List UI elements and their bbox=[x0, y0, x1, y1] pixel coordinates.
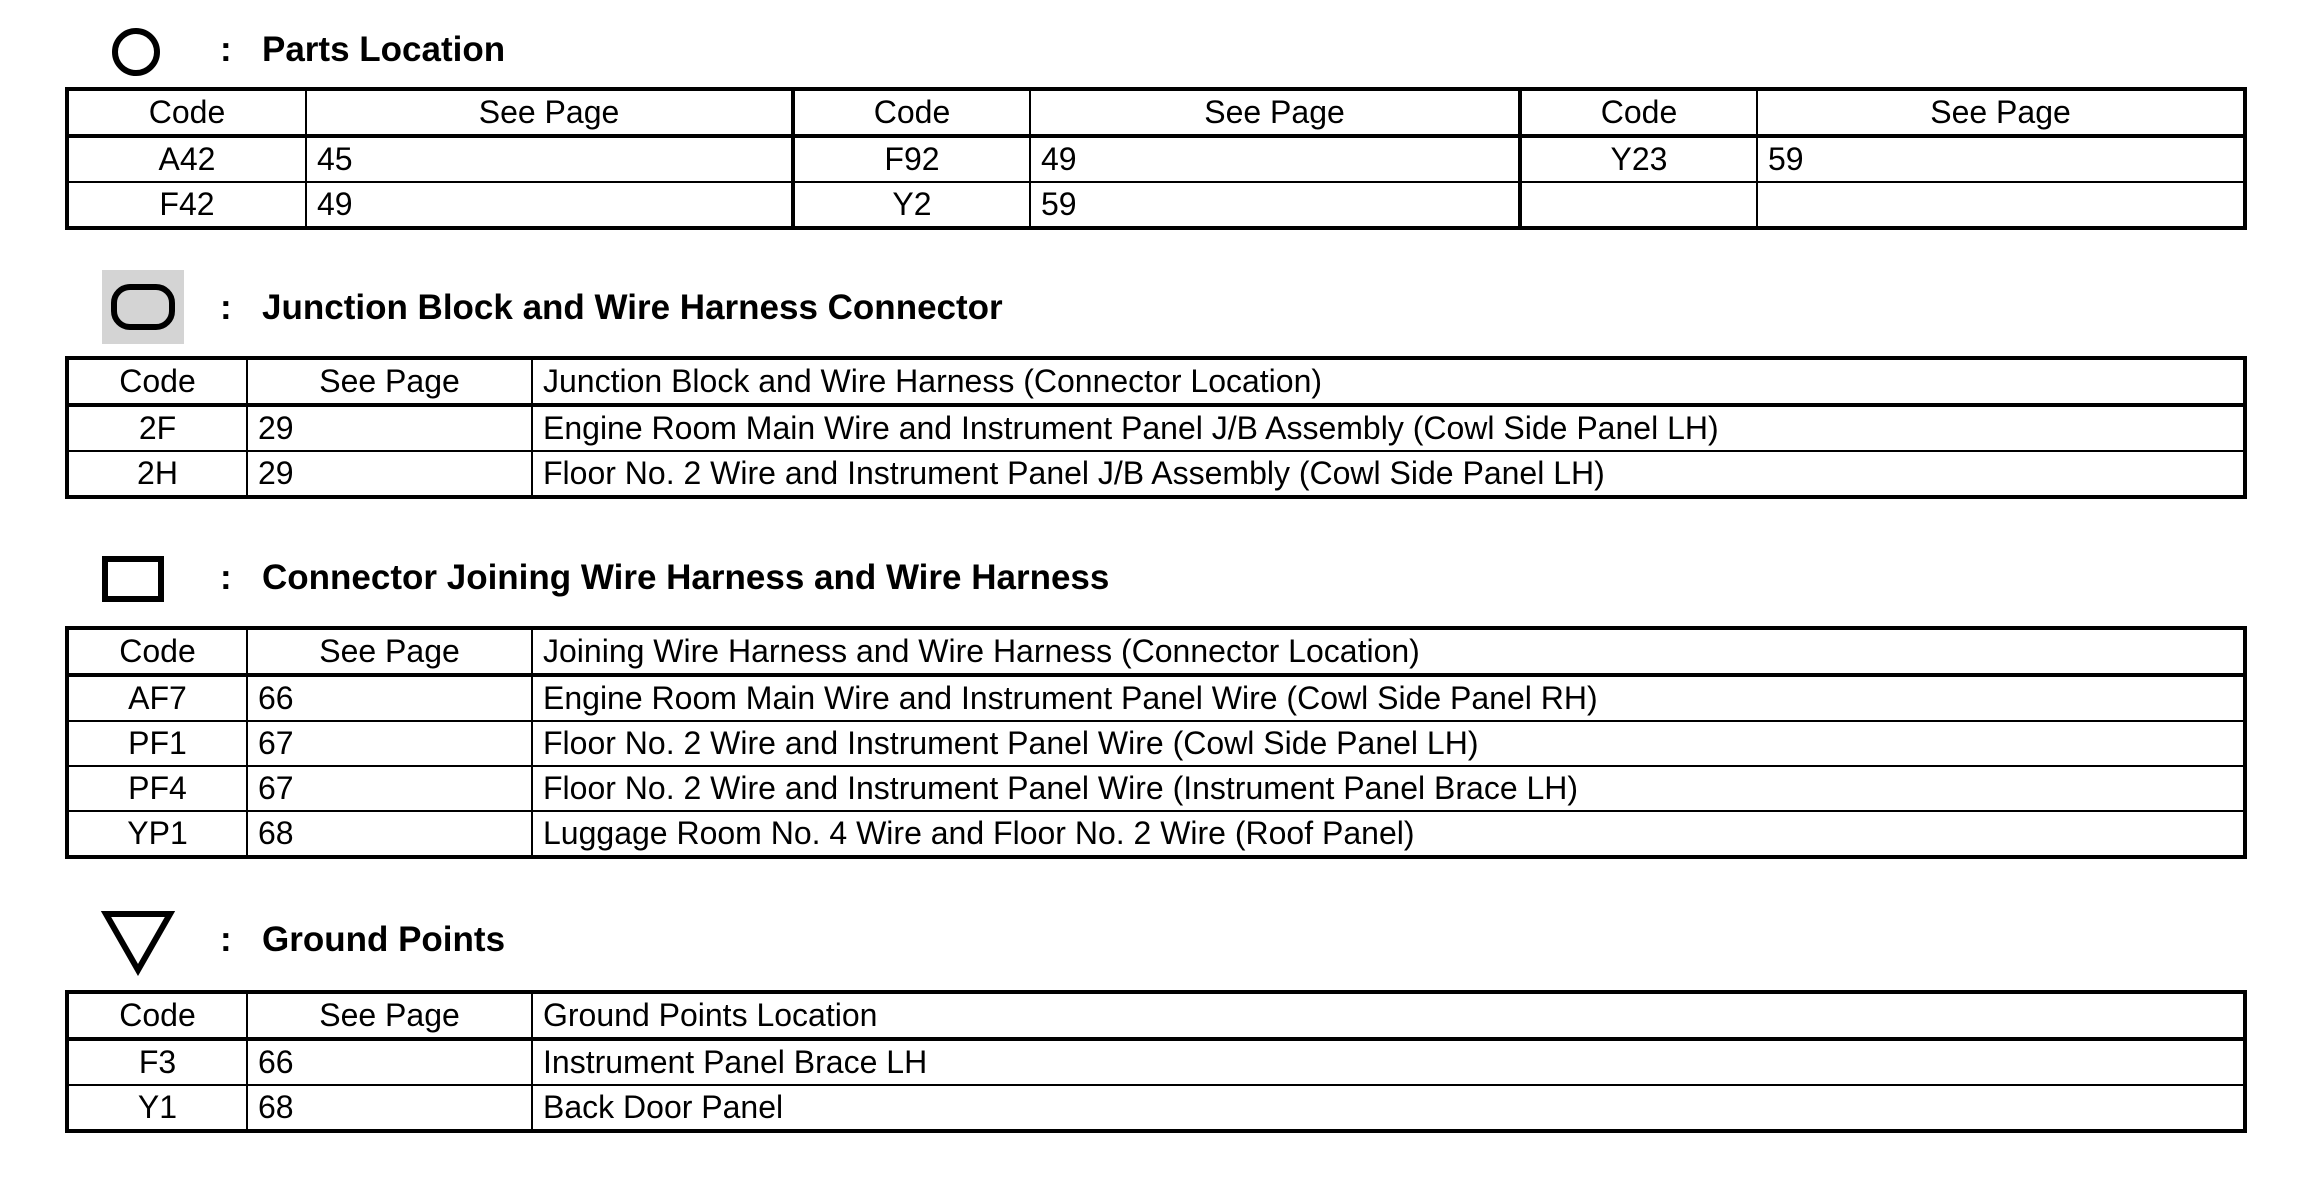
ground-points-table bbox=[65, 990, 2247, 1133]
code-cell: Y1 bbox=[67, 1085, 247, 1131]
code-cell: 2F bbox=[67, 405, 247, 451]
connector-joining-table bbox=[65, 626, 2247, 859]
page-cell: 59 bbox=[1030, 182, 1520, 228]
junction-block-header bbox=[0, 270, 2310, 350]
page-cell: 29 bbox=[247, 405, 532, 451]
column-header: Code bbox=[793, 89, 1030, 136]
triangle-down-icon bbox=[100, 908, 176, 976]
section-title: Connector Joining Wire Harness and Wire Harness bbox=[262, 558, 1110, 597]
code-cell: PF1 bbox=[67, 721, 247, 766]
parts-location-table bbox=[65, 87, 2247, 230]
page-cell: 67 bbox=[247, 721, 532, 766]
code-cell: YP1 bbox=[67, 811, 247, 857]
table-row bbox=[67, 405, 2245, 451]
code-cell bbox=[1520, 182, 1757, 228]
page-cell: 29 bbox=[247, 451, 532, 497]
table-row bbox=[67, 721, 2245, 766]
table-row bbox=[67, 811, 2245, 857]
connector-joining-header bbox=[0, 550, 2310, 630]
table-row bbox=[67, 182, 2245, 228]
location-cell: Instrument Panel Brace LH bbox=[532, 1039, 2245, 1085]
rectangle-icon bbox=[102, 556, 164, 604]
code-cell: F3 bbox=[67, 1039, 247, 1085]
circle-icon bbox=[110, 26, 162, 78]
page-cell: 67 bbox=[247, 766, 532, 811]
table-header-row bbox=[67, 992, 2245, 1039]
column-header: See Page bbox=[247, 358, 532, 405]
section-title: Junction Block and Wire Harness Connector bbox=[262, 288, 1003, 327]
code-cell: AF7 bbox=[67, 675, 247, 721]
column-header: See Page bbox=[306, 89, 793, 136]
code-cell: F92 bbox=[793, 136, 1030, 182]
location-cell: Floor No. 2 Wire and Instrument Panel J/B Assembly (Cowl Side Panel LH) bbox=[532, 451, 2245, 497]
column-header: See Page bbox=[1030, 89, 1520, 136]
page-cell: 68 bbox=[247, 811, 532, 857]
table-row bbox=[67, 1039, 2245, 1085]
code-cell: F42 bbox=[67, 182, 306, 228]
junction-block-table bbox=[65, 356, 2247, 499]
code-cell: A42 bbox=[67, 136, 306, 182]
column-header: Code bbox=[67, 628, 247, 675]
code-cell: Y23 bbox=[1520, 136, 1757, 182]
column-header: See Page bbox=[247, 992, 532, 1039]
code-cell: 2H bbox=[67, 451, 247, 497]
section-colon: : bbox=[220, 558, 232, 597]
page-cell: 45 bbox=[306, 136, 793, 182]
section-colon: : bbox=[220, 30, 232, 69]
section-colon: : bbox=[220, 288, 232, 327]
column-header: Junction Block and Wire Harness (Connector Location) bbox=[532, 358, 2245, 405]
column-header: See Page bbox=[247, 628, 532, 675]
column-header: Code bbox=[67, 358, 247, 405]
table-row bbox=[67, 1085, 2245, 1131]
column-header: Code bbox=[1520, 89, 1757, 136]
table-row bbox=[67, 675, 2245, 721]
column-header: See Page bbox=[1757, 89, 2245, 136]
ground-points-header bbox=[0, 908, 2310, 988]
page-cell: 68 bbox=[247, 1085, 532, 1131]
page-cell: 49 bbox=[1030, 136, 1520, 182]
column-header: Ground Points Location bbox=[532, 992, 2245, 1039]
rounded-rectangle-icon bbox=[102, 270, 184, 344]
column-header: Joining Wire Harness and Wire Harness (Connector Location) bbox=[532, 628, 2245, 675]
location-cell: Back Door Panel bbox=[532, 1085, 2245, 1131]
page-cell: 49 bbox=[306, 182, 793, 228]
code-cell: PF4 bbox=[67, 766, 247, 811]
page-cell: 59 bbox=[1757, 136, 2245, 182]
table-row bbox=[67, 451, 2245, 497]
column-header: Code bbox=[67, 89, 306, 136]
table-row bbox=[67, 136, 2245, 182]
location-cell: Floor No. 2 Wire and Instrument Panel Wire (Cowl Side Panel LH) bbox=[532, 721, 2245, 766]
section-colon: : bbox=[220, 920, 232, 959]
code-cell: Y2 bbox=[793, 182, 1030, 228]
table-row bbox=[67, 766, 2245, 811]
table-header-row bbox=[67, 89, 2245, 136]
table-header-row bbox=[67, 358, 2245, 405]
section-title: Parts Location bbox=[262, 30, 506, 69]
table-header-row bbox=[67, 628, 2245, 675]
location-cell: Engine Room Main Wire and Instrument Panel J/B Assembly (Cowl Side Panel LH) bbox=[532, 405, 2245, 451]
location-cell: Engine Room Main Wire and Instrument Panel Wire (Cowl Side Panel RH) bbox=[532, 675, 2245, 721]
column-header: Code bbox=[67, 992, 247, 1039]
location-cell: Floor No. 2 Wire and Instrument Panel Wire (Instrument Panel Brace LH) bbox=[532, 766, 2245, 811]
page-cell bbox=[1757, 182, 2245, 228]
page-cell: 66 bbox=[247, 1039, 532, 1085]
page-cell: 66 bbox=[247, 675, 532, 721]
location-cell: Luggage Room No. 4 Wire and Floor No. 2 Wire (Roof Panel) bbox=[532, 811, 2245, 857]
section-title: Ground Points bbox=[262, 920, 506, 959]
